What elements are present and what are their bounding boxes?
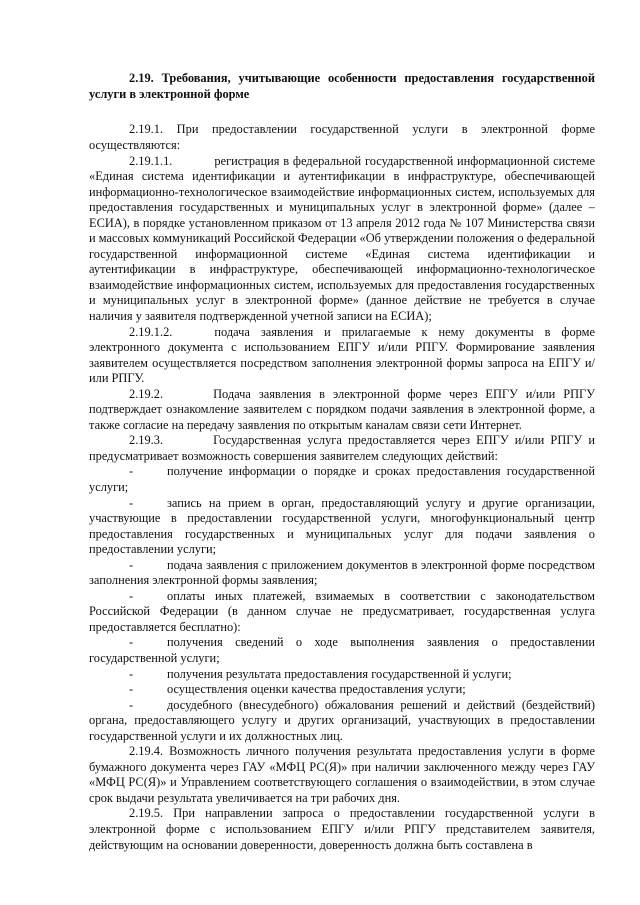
clause-text: Возможность личного получения результата предоставления услуги в форме бумажного документа через ГАУ «МФЦ РС(Я)» при наличии заключенного между через ГАУ «МФЦ РС(Я)» и Управлением соответствующего соглашения о взаимодействии, в этом случае срок выдачи результата увеличивается на три рабочих дня. xyxy=(89,744,595,805)
list-item xyxy=(89,496,595,558)
clause-text: При направлении запроса о предоставлении государственной услуги в электронной форме с использованием ЕПГУ и/или РПГУ представителем заявителя, действующим на основании доверенности, доверенность должна быть составлена в xyxy=(89,806,595,852)
paragraph-2-19-3 xyxy=(89,433,595,464)
clause-text: Государственная услуга предоставляется через ЕПГУ и/или РПГУ и предусматривает возможность совершения заявителем следующих действий: xyxy=(89,433,595,463)
list-item-text: осуществления оценки качества предоставления услуги; xyxy=(167,682,466,697)
list-item xyxy=(89,682,595,698)
bullet-marker: - xyxy=(129,588,134,603)
list-item-text: получения результата предоставления государственной й услуги; xyxy=(167,666,512,681)
list-item xyxy=(89,558,595,589)
list-item xyxy=(89,698,595,745)
list-item xyxy=(89,635,595,666)
document-page xyxy=(89,70,595,853)
list-item-text: оплаты иных платежей, взимаемых в соответствии с законодательством Российской Федерации (в данном случае не предусматривает, государственная услуга предоставляется бесплатно): xyxy=(89,588,595,634)
bullet-marker: - xyxy=(129,682,134,697)
list-item-text: получения сведений о ходе выполнения заявления о предоставлении государственной услуги; xyxy=(89,635,595,665)
list-item xyxy=(89,667,595,683)
bullet-marker: - xyxy=(129,635,134,650)
list-item xyxy=(89,464,595,495)
clause-number: 2.19.2. xyxy=(129,386,164,401)
list-item-text: запись на прием в орган, предоставляющий услугу и другие организации, участвующие в предоставлении государственной услуги, многофункциональный центр предоставления государственных и муниципальных услуг для подачи заявления о предоставлении услуги; xyxy=(89,495,595,557)
paragraph-2-19-1 xyxy=(89,122,595,153)
clause-number: 2.19.1. xyxy=(129,122,164,137)
clause-number: 2.19.5. xyxy=(129,806,164,821)
clause-text: регистрация в федеральной государственной информационной системе «Единая система идентификации и аутентификации в инфраструктуре, обеспечивающей информационно-технологическое взаимодействие информационных систем, используемых для предоставления государственных и муниципальных услуг в электронной форме» (далее – ЕСИА), в порядке установленном приказом от 13 апреля 2012 года № 107 Министерства связи и массовых коммуникаций Российской Федерации «Об утверждении положения о федеральной государственной информационной системе «Единая система идентификации и аутентификации в инфраструктуре, обеспечивающей информационно-технологическое взаимодействие информационных систем, используемых для предоставления государственных и муниципальных услуг в электронной форме» (данное действие не требуется в случае наличия у заявителя подтвержденной учетной записи на ЕСИА); xyxy=(89,153,595,323)
list-item-text: подача заявления с приложением документов в электронной форме посредством заполнения электронной формы заявления; xyxy=(89,557,595,588)
clause-number: 2.19.3. xyxy=(129,433,164,448)
clause-number: 2.19.1.1. xyxy=(129,153,173,168)
clause-text: При предоставлении государственной услуги в электронной форме осуществляются: xyxy=(89,122,595,152)
bullet-marker: - xyxy=(129,464,134,479)
bullet-marker: - xyxy=(129,697,134,712)
list-item-text: досудебного (внесудебного) обжалования решений и действий (бездействий) органа, предоставляющего услугу и других организаций, участвующих в предоставлении государственной услуги и их должностных лиц. xyxy=(89,697,595,743)
list-item-text: получение информации о порядке и сроках предоставления государственной услуги; xyxy=(89,464,595,494)
paragraph-2-19-1-2 xyxy=(89,325,595,387)
section-heading: 2.19. Требования, учитывающие особенности предоставления государственной услуги в электронной форме xyxy=(89,71,595,102)
paragraph-2-19-2 xyxy=(89,387,595,434)
paragraph-2-19-5 xyxy=(89,806,595,853)
clause-text: Подача заявления в электронной форме через ЕПГУ и/или РПГУ подтверждает ознакомление заявителем с порядком подачи заявления в электронной форме, а также согласие на передачу заявления по открытым каналам связи сети Интернет. xyxy=(89,386,595,432)
clause-number: 2.19.1.2. xyxy=(129,324,173,339)
clause-text: подача заявления и прилагаемые к нему документы в форме электронного документа с использованием ЕПГУ и/или РПГУ. Формирование заявления заявителем осуществляется посредством заполнения электронной формы запроса на ЕПГУ и/или РПГУ. xyxy=(89,324,595,386)
paragraph-2-19-1-1 xyxy=(89,154,595,325)
list-item xyxy=(89,589,595,636)
bullet-marker: - xyxy=(129,495,134,510)
bullet-marker: - xyxy=(129,666,134,681)
paragraph-2-19-4 xyxy=(89,744,595,806)
clause-number: 2.19.4. xyxy=(129,744,164,759)
bullet-marker: - xyxy=(129,557,134,572)
